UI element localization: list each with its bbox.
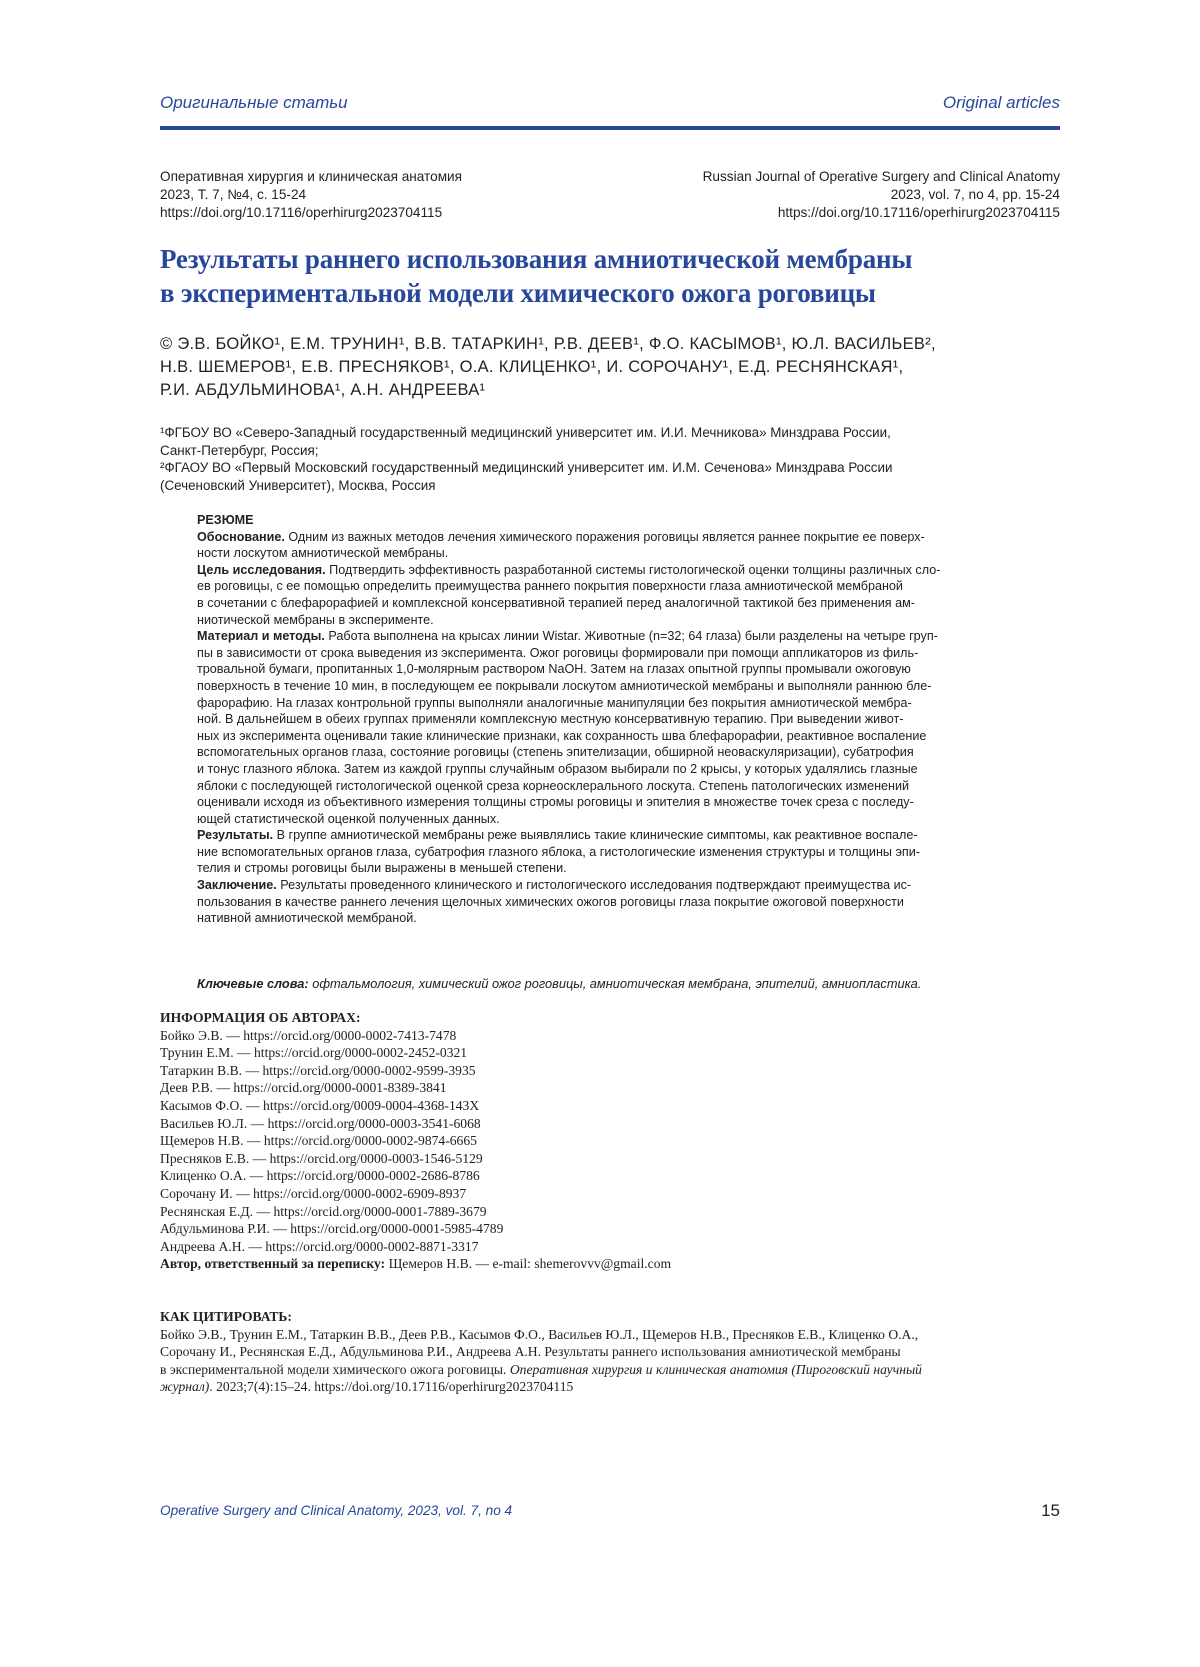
results-label: Результаты. xyxy=(197,828,274,843)
page-footer xyxy=(160,1501,1060,1525)
author-orcid[interactable]: Деев Р.В. — https://orcid.org/0000-0001-8389-3841 xyxy=(160,1080,447,1096)
abstract-line: фарорафию. На глазах контрольной группы выполняли аналогичные манипуляции без покрытия амниотической мембра- xyxy=(197,695,912,710)
section-label-en: Original articles xyxy=(942,93,1060,112)
abstract-line: ев роговицы, с ее помощью определить преимущества раннего покрытия поверхности глаза амниотической мембраной xyxy=(197,579,903,594)
journal-info-en xyxy=(703,168,1060,222)
abstract-line: пользования в качестве раннего лечения щелочных химических ожогов роговицы глаза покрытие ожоговой поверхности xyxy=(197,894,904,909)
conclusion-label: Заключение. xyxy=(197,878,277,893)
author-orcid[interactable]: Татаркин В.В. — https://orcid.org/0000-0002-9599-3935 xyxy=(160,1062,476,1078)
author-info-heading: ИНФОРМАЦИЯ ОБ АВТОРАХ: xyxy=(160,1010,361,1025)
affiliation-line: Санкт-Петербург, Россия; xyxy=(160,442,319,458)
how-to-cite xyxy=(160,1308,1060,1396)
abstract-line: нативной амниотической мембраной. xyxy=(197,911,417,926)
abstract-text: Работа выполнена на крысах линии Wistar. Животные (n=32; 64 глаза) были разделены на четыре груп- xyxy=(324,629,938,644)
abstract-text: Подтвердить эффективность разработанной системы гистологической оценки толщины различных сло- xyxy=(325,562,941,577)
abstract-line: телия и стромы роговицы были выражены в меньшей степени. xyxy=(197,861,567,876)
running-header xyxy=(160,93,1060,121)
title-line: Результаты раннего использования амниотической мембраны xyxy=(160,244,913,274)
author-list xyxy=(160,333,1060,402)
author-orcid[interactable]: Реснянская Е.Д. — https://orcid.org/0000-0001-7889-3679 xyxy=(160,1203,487,1219)
corresponding-label: Автор, ответственный за переписку: xyxy=(160,1256,386,1272)
abstract-line xyxy=(197,628,1030,645)
abstract xyxy=(197,512,1030,927)
cite-line: Сорочану И., Реснянская Е.Д., Абдульминова Р.И., Андреева А.Н. Результаты раннего использования амниотической мембраны xyxy=(160,1344,901,1360)
author-orcid[interactable]: Пресняков Е.В. — https://orcid.org/0000-0003-1546-5129 xyxy=(160,1150,483,1166)
background-label: Обоснование. xyxy=(197,529,285,544)
aim-label: Цель исследования. xyxy=(197,562,326,577)
corresponding-author xyxy=(160,1255,1060,1273)
author-orcid[interactable]: Бойко Э.В. — https://orcid.org/0000-0002-7413-7478 xyxy=(160,1027,457,1043)
author-information xyxy=(160,1009,1060,1273)
cite-text: в экспериментальной модели химического ожога роговицы. xyxy=(160,1361,510,1377)
author-orcid[interactable]: Абдульминова Р.И. — https://orcid.org/0000-0001-5985-4789 xyxy=(160,1221,504,1237)
cite-line: Бойко Э.В., Трунин Е.М., Татаркин В.В., Деев Р.В., Касымов Ф.О., Васильев Ю.Л., Щемеров Н.В., Пресняков Е.В., Клиценко О.А., xyxy=(160,1326,919,1342)
page-number: 15 xyxy=(1041,1501,1060,1520)
abstract-line: в сочетании с блефарорафией и комплексной консервативной терапией перед аналогичной тактикой без применения ам- xyxy=(197,595,915,610)
cite-doi[interactable]: . 2023;7(4):15–24. https://doi.org/10.17116/operhirurg2023704115 xyxy=(209,1379,574,1395)
corresponding-contact[interactable]: Щемеров Н.В. — e-mail: shemerovvv@gmail.com xyxy=(385,1256,672,1272)
affiliation-line: ²ФГАОУ ВО «Первый Московский государственный медицинский университет им. И.М. Сеченова» Минздрава России xyxy=(160,460,893,475)
authors-line: Р.И. АБДУЛЬМИНОВА¹, А.Н. АНДРЕЕВА¹ xyxy=(160,381,486,399)
abstract-line: и тонус глазного яблока. Затем из каждой группы случайным образом выбирали по 2 крысы, у которых удалялись глазные xyxy=(197,761,918,776)
abstract-line: тровальной бумаги, пропитанных 1,0-молярным раствором NaOH. Затем на глазах опытной группы промывали ожоговую xyxy=(197,662,911,677)
cite-heading: КАК ЦИТИРОВАТЬ: xyxy=(160,1309,292,1324)
abstract-line: пы в зависимости от срока выведения из эксперимента. Ожог роговицы формировали при помощи аппликаторов из филь- xyxy=(197,645,919,660)
author-orcid[interactable]: Трунин Е.М. — https://orcid.org/0000-0002-2452-0321 xyxy=(160,1045,468,1061)
abstract-line: поверхность в течение 10 мин, в последующем ее покрывали лоскутом амниотической мембраны и выполняли раннюю бле- xyxy=(197,678,932,693)
authors-line: Н.В. ШЕМЕРОВ¹, Е.В. ПРЕСНЯКОВ¹, О.А. КЛИЦЕНКО¹, И. СОРОЧАНУ¹, Е.Д. РЕСНЯНСКАЯ¹, xyxy=(160,358,904,376)
journal-volume-en: 2023, vol. 7, no 4, pp. 15-24 xyxy=(890,187,1060,202)
author-orcid[interactable]: Клиценко О.А. — https://orcid.org/0000-0002-2686-8786 xyxy=(160,1168,480,1184)
affiliation-line: ¹ФГБОУ ВО «Северо-Западный государственный медицинский университет им. И.И. Мечникова» Минздрава России, xyxy=(160,425,891,440)
methods-label: Материал и методы. xyxy=(197,629,325,644)
keywords-label: Ключевые слова: xyxy=(197,976,309,991)
journal-doi-ru[interactable]: https://doi.org/10.17116/operhirurg2023704115 xyxy=(160,205,443,220)
footer-journal: Operative Surgery and Clinical Anatomy, 2023, vol. 7, no 4 xyxy=(160,1503,513,1518)
header-divider xyxy=(160,126,1060,130)
abstract-line: яблоки с последующей гистологической оценкой среза корнеосклерального лоскута. Степень патологических изменений xyxy=(197,778,910,793)
abstract-line: ных из эксперимента оценивали такие клинические признаки, как сохранность шва блефарорафии, реактивное воспаление xyxy=(197,728,927,743)
section-label-ru: Оригинальные статьи xyxy=(160,93,348,112)
abstract-line xyxy=(197,529,1030,546)
abstract-text: Одним из важных методов лечения химического поражения роговицы является раннее покрытие ее поверх- xyxy=(284,529,925,544)
cite-line xyxy=(160,1378,1060,1396)
article-title xyxy=(160,242,1060,310)
abstract-line xyxy=(197,827,1030,844)
abstract-line: вспомогательных органов глаза, состояние роговицы (степень эпителизации, обширной неоваскуляризации), субатрофия xyxy=(197,745,914,760)
abstract-line: ной. В дальнейшем в обеих группах применяли комплексную местную консервативную терапию. При выведении живот- xyxy=(197,712,904,727)
journal-doi-en[interactable]: https://doi.org/10.17116/operhirurg2023704115 xyxy=(777,205,1060,220)
abstract-line xyxy=(197,877,1030,894)
journal-info-ru xyxy=(160,168,462,222)
author-orcid[interactable]: Васильев Ю.Л. — https://orcid.org/0000-0003-3541-6068 xyxy=(160,1115,481,1131)
author-orcid[interactable]: Андреева А.Н. — https://orcid.org/0000-0002-8871-3317 xyxy=(160,1238,479,1254)
authors-line: © Э.В. БОЙКО¹, Е.М. ТРУНИН¹, В.В. ТАТАРКИН¹, Р.В. ДЕЕВ¹, Ф.О. КАСЫМОВ¹, Ю.Л. ВАСИЛЬЕВ², xyxy=(160,335,936,353)
title-line: в экспериментальной модели химического ожога роговицы xyxy=(160,278,876,308)
keywords xyxy=(197,975,1060,992)
abstract-text: Результаты проведенного клинического и гистологического исследования подтверждают преимущества ис- xyxy=(276,878,912,893)
author-orcid[interactable]: Касымов Ф.О. — https://orcid.org/0009-0004-4368-143X xyxy=(160,1097,480,1113)
cite-line xyxy=(160,1361,1060,1379)
cite-journal: журнал) xyxy=(160,1379,210,1395)
abstract-line: ющей статистической оценкой полученных данных. xyxy=(197,811,500,826)
journal-name-en: Russian Journal of Operative Surgery and Clinical Anatomy xyxy=(702,169,1060,184)
abstract-line: ниотической мембраны в эксперименте. xyxy=(197,612,434,627)
author-orcid[interactable]: Сорочану И. — https://orcid.org/0000-0002-6909-8937 xyxy=(160,1185,467,1201)
author-orcid[interactable]: Щемеров Н.В. — https://orcid.org/0000-0002-9874-6665 xyxy=(160,1133,477,1149)
abstract-line: ние вспомогательных органов глаза, субатрофия глазного яблока, а гистологические изменения структуры и толщины эпи- xyxy=(197,844,920,859)
affiliations xyxy=(160,424,1060,494)
cite-journal: Оперативная хирургия и клиническая анатомия (Пироговский научный xyxy=(509,1361,922,1377)
journal-volume-ru: 2023, Т. 7, №4, с. 15-24 xyxy=(160,187,307,202)
abstract-line xyxy=(197,562,1030,579)
keywords-text: офтальмология, химический ожог роговицы, амниотическая мембрана, эпителий, амниопластика. xyxy=(308,976,922,991)
abstract-line: ности лоскутом амниотической мембраны. xyxy=(197,546,449,561)
abstract-line: оценивали исходя из объективного измерения толщины стромы роговицы и эпителия в множестве точек среза с последу- xyxy=(197,795,914,810)
abstract-text: В группе амниотической мембраны реже выявлялись такие клинические симптомы, как реактивное воспале- xyxy=(273,828,918,843)
affiliation-line: (Сеченовский Университет), Москва, Россия xyxy=(160,477,436,493)
journal-name-ru: Оперативная хирургия и клиническая анатомия xyxy=(160,169,462,184)
abstract-heading: РЕЗЮМЕ xyxy=(197,513,254,527)
